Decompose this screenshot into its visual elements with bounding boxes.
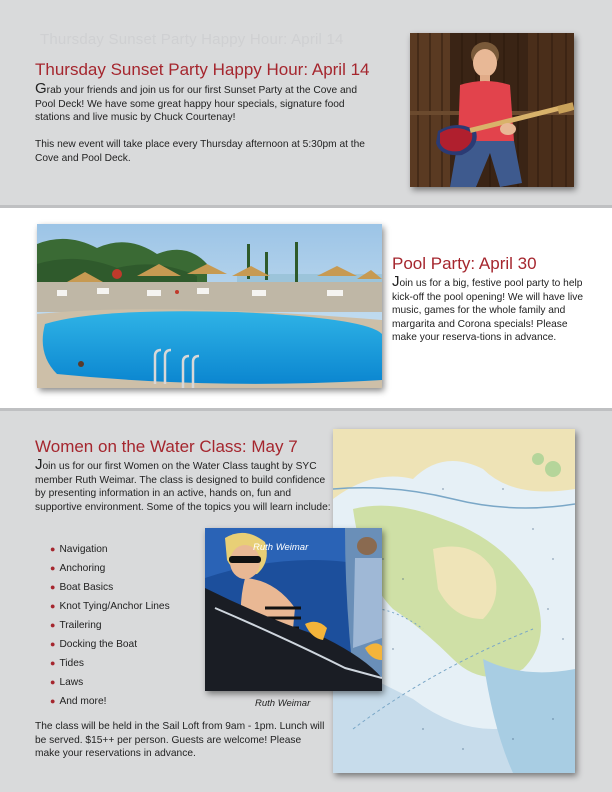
pool-party-title: Pool Party: April 30	[392, 254, 537, 273]
list-item: ● Laws	[50, 677, 84, 688]
drop-cap: J	[392, 273, 400, 290]
bullet-icon: ●	[50, 677, 56, 687]
bullet-icon: ●	[50, 563, 56, 573]
topics-list	[50, 542, 170, 713]
guitarist-photo	[410, 33, 574, 187]
bullet-icon: ●	[50, 658, 56, 668]
section-divider	[0, 205, 612, 208]
pool-photo	[37, 224, 382, 388]
bullet-icon: ●	[50, 620, 56, 630]
list-item: ● Navigation	[50, 544, 108, 555]
thursday-paragraph	[35, 80, 370, 125]
list-item: ● Anchoring	[50, 563, 106, 574]
women-class-title: Women on the Water Class: May 7	[35, 437, 298, 456]
list-item: ● Tides	[50, 658, 84, 669]
section-divider	[0, 408, 612, 411]
thursday-paragraph-text: rab your friends and join us for our first Sunset Party at the Cove and Pool Deck! We have some great happy hour specials, signature food stations and live music by Chuck Courtenay!	[35, 85, 357, 124]
bullet-icon: ●	[50, 696, 56, 706]
women-class-intro	[35, 456, 335, 514]
drop-cap: J	[35, 456, 43, 473]
list-item: ● Trailering	[50, 620, 102, 631]
list-item: ● Knot Tying/Anchor Lines	[50, 601, 170, 612]
bullet-icon: ●	[50, 601, 56, 611]
bullet-icon: ●	[50, 639, 56, 649]
thursday-schedule-text: This new event will take place every Thursday afternoon at 5:30pm at the Cove and Pool Deck.	[35, 139, 365, 164]
pool-party-paragraph-text: oin us for a big, festive pool party to help kick-off the pool opening! We will have live music, games for the whole family and margarita and Corona specials! Please make your reserva-tions in advance.	[392, 278, 584, 344]
ruth-weimar-photo	[205, 528, 382, 691]
list-item: ● Boat Basics	[50, 582, 114, 593]
drop-cap: G	[35, 80, 47, 97]
women-class-closing: The class will be held in the Sail Loft from 9am - 1pm. Lunch will be served. $15++ per person. Guests are welcome! Please make your reservations in advance.	[35, 721, 325, 760]
pool-party-paragraph	[392, 273, 587, 345]
bullet-icon: ●	[50, 582, 56, 592]
thursday-title: Thursday Sunset Party Happy Hour: April 14	[35, 60, 370, 79]
list-item: ● Docking the Boat	[50, 639, 138, 650]
faded-heading-text: Thursday Sunset Party Happy Hour: April 14	[40, 31, 344, 48]
women-class-intro-text: oin us for our first Women on the Water Class taught by SYC member Ruth Weimar. The class is designed to build confidence by presenting information in an active, hands on, fun and supportive environment. Some of the topics you will learn include:	[35, 461, 331, 513]
photo-caption: Ruth Weimar	[255, 698, 311, 709]
photo-caption-overlay: Ruth Weimar	[253, 542, 309, 553]
list-item: ● And more!	[50, 696, 107, 707]
bullet-icon: ●	[50, 544, 56, 554]
